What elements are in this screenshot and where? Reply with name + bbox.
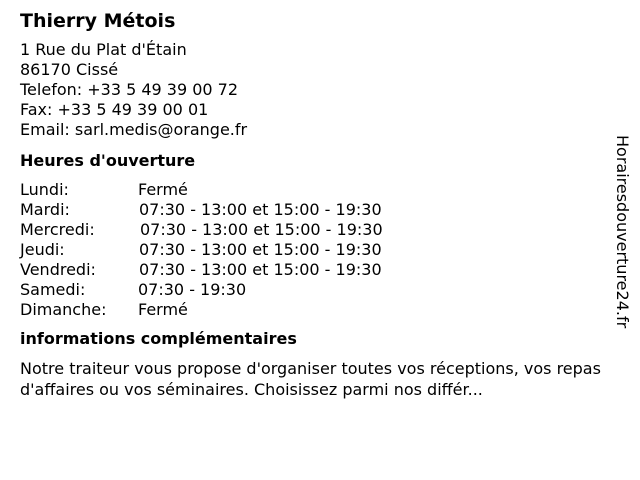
address-line-1: 1 Rue du Plat d'Étain	[20, 40, 187, 59]
day-label: Mardi:	[20, 200, 70, 219]
brand-watermark: Horairesdouverture24.fr	[613, 135, 632, 329]
address-line-2: 86170 Cissé	[20, 60, 119, 79]
hours-row-lundi	[20, 180, 605, 200]
phone-line: Telefon: +33 5 49 39 00 72	[20, 80, 239, 99]
hours-row-dimanche	[20, 300, 605, 320]
hours-row-vendredi	[20, 260, 605, 280]
day-label: Samedi:	[20, 280, 86, 299]
day-label: Vendredi:	[20, 260, 96, 279]
hours-row-jeudi	[20, 240, 605, 260]
day-hours: 07:30 - 13:00 et 15:00 - 19:30	[139, 240, 382, 259]
hours-title: Heures d'ouverture	[20, 151, 196, 170]
day-label: Mercredi:	[20, 220, 95, 239]
day-hours: 07:30 - 13:00 et 15:00 - 19:30	[139, 200, 382, 219]
business-card	[20, 8, 605, 400]
day-hours: 07:30 - 13:00 et 15:00 - 19:30	[140, 220, 383, 239]
day-hours: 07:30 - 19:30	[138, 280, 247, 299]
info-title: informations complémentaires	[20, 329, 297, 348]
day-hours: Fermé	[138, 300, 188, 319]
hours-row-mercredi	[20, 220, 605, 240]
email-line: Email: sarl.medis@orange.fr	[20, 120, 248, 139]
day-label: Jeudi:	[20, 240, 65, 259]
hours-table	[20, 180, 605, 320]
business-name: Thierry Métois	[20, 10, 176, 32]
hours-row-mardi	[20, 200, 605, 220]
day-label: Lundi:	[20, 180, 69, 199]
day-label: Dimanche:	[20, 300, 107, 319]
fax-line: Fax: +33 5 49 39 00 01	[20, 100, 209, 119]
day-hours: Fermé	[138, 180, 188, 199]
info-description: Notre traiteur vous propose d'organiser toutes vos réceptions, vos repas d'affaires ou vos séminaires. Choisissez parmi nos différ...	[20, 359, 601, 399]
day-hours: 07:30 - 13:00 et 15:00 - 19:30	[139, 260, 382, 279]
hours-row-samedi	[20, 280, 605, 300]
